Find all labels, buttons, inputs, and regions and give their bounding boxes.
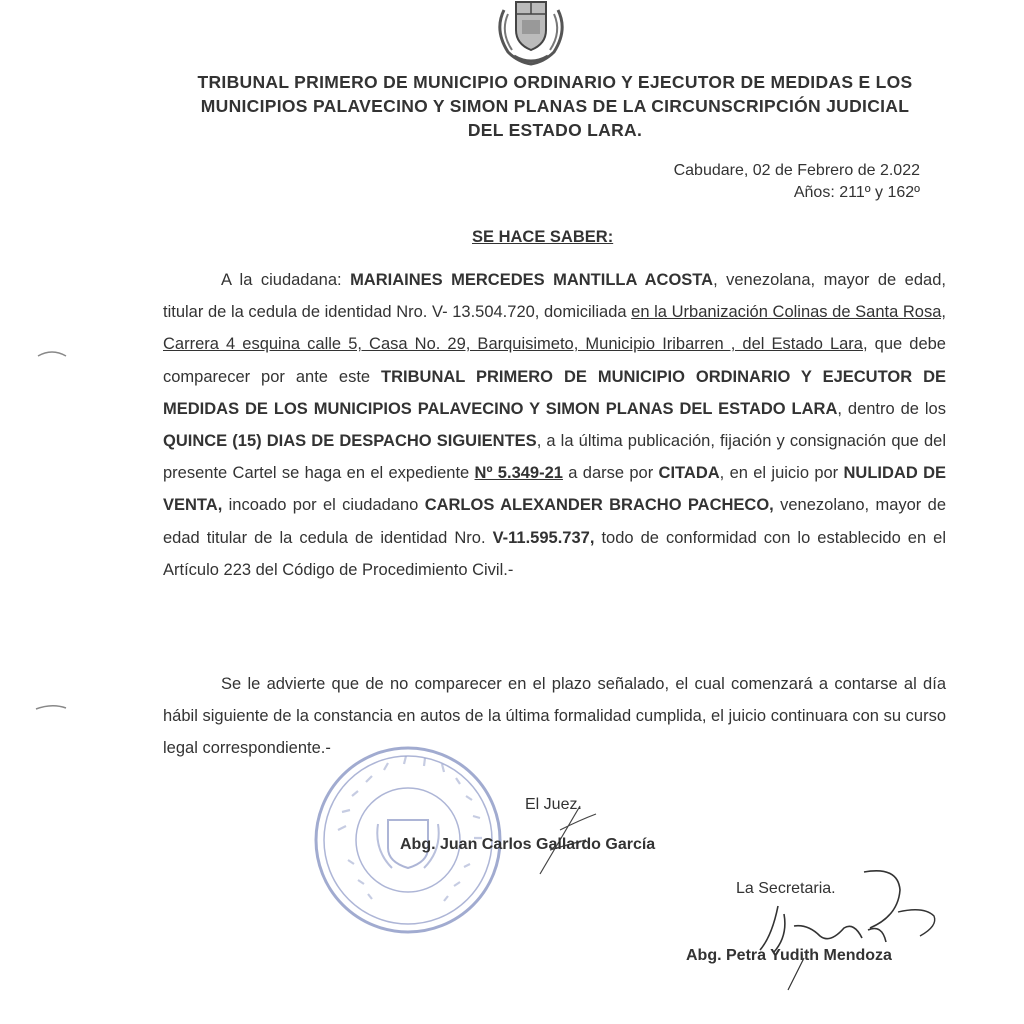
text-segment: venezolano, mayor de edad titular de la cedula de identidad Nro. <box>163 496 947 547</box>
text-segment: , dentro de los <box>837 399 946 418</box>
text-segment: , venezolana, mayor de edad, titular de la cedula de identidad Nro. V- 13.504.720, domiciliada <box>163 271 946 322</box>
text-segment: a darse por <box>562 464 659 483</box>
notice-title: SE HACE SABER: <box>472 228 614 246</box>
years-line: Años: 211º y 162º <box>793 184 920 201</box>
case-type: NULIDAD DE VENTA, <box>163 464 946 515</box>
secretary-signature-icon <box>748 866 948 992</box>
court-header-line-2: MUNICIPIOS PALAVECINO Y SIMON PLANAS DE LA CIRCUNSCRIPCIÓN JUDICIAL <box>200 96 910 116</box>
text-segment: , en el juicio por <box>719 464 844 483</box>
text-segment: incoado por el ciudadano <box>222 496 425 515</box>
margin-mark-icon <box>36 346 76 360</box>
term-days: QUINCE (15) DIAS DE DESPACHO SIGUIENTES <box>163 432 537 451</box>
court-header-line-1: TRIBUNAL PRIMERO DE MUNICIPIO ORDINARIO Y EJECUTOR DE MEDIDAS E LOS <box>197 72 913 92</box>
notice-paragraph-2 <box>163 668 946 765</box>
notice-paragraph-1 <box>163 264 946 586</box>
court-header-line-3: DEL ESTADO LARA. <box>467 120 643 140</box>
secretary-role: La Secretaria. <box>736 880 836 897</box>
text-segment: todo de conformidad con lo establecido en el Artículo 223 del Código de Procedimiento Civil.- <box>163 528 946 579</box>
secretary-name: Abg. Petra Yudith Mendoza <box>686 947 892 964</box>
place-date: Cabudare, 02 de Febrero de 2.022 <box>673 162 920 179</box>
text-segment: , que debe comparecer por ante este <box>163 335 946 386</box>
plaintiff-id: V-11.595.737, <box>492 528 595 547</box>
cited-status: CITADA <box>658 464 720 483</box>
coat-of-arms-icon <box>486 0 576 68</box>
court-name: TRIBUNAL PRIMERO DE MUNICIPIO ORDINARIO Y EJECUTOR DE MEDIDAS DE LOS MUNICIPIOS PALAVECINO Y SIMON PLANAS DEL ESTADO LARA <box>163 367 946 418</box>
file-number: Nº 5.349-21 <box>474 464 563 483</box>
defendant-name: MARIAINES MERCEDES MANTILLA ACOSTA <box>350 271 714 289</box>
defendant-address: en la Urbanización Colinas de Santa Rosa, Carrera 4 esquina calle 5, Casa No. 29, Barquisimeto, Municipio Iribarren , del Estado Lara <box>163 303 946 354</box>
warning-text: Se le advierte que de no comparecer en el plazo señalado, el cual comenzará a contarse al día hábil siguiente de la constancia en autos de la última formalidad cumplida, el juicio continuara con su curso legal correspondiente.- <box>163 675 946 758</box>
plaintiff-name: CARLOS ALEXANDER BRACHO PACHECO, <box>424 496 774 515</box>
text-segment: , a la última publicación, fijación y consignación que del presente Cartel se haga en el expediente <box>163 432 946 483</box>
judge-name: Abg. Juan Carlos Gallardo García <box>400 836 656 853</box>
margin-mark-icon <box>34 700 74 714</box>
text-segment: A la ciudadana: <box>221 271 351 289</box>
judge-role: El Juez. <box>525 796 582 813</box>
